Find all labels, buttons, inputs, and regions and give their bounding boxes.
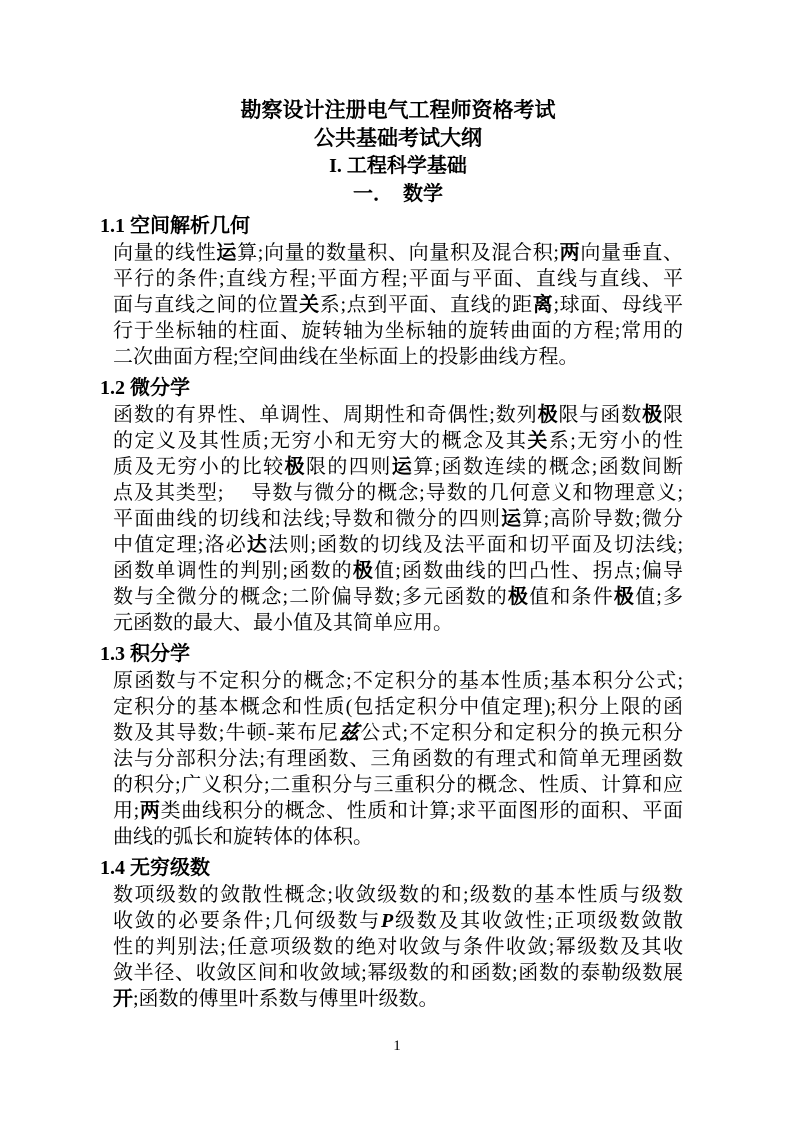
paragraph-line: 数与全微分的概念;二阶偏导数;多元函数的极值和条件极值;多 <box>113 586 684 608</box>
paragraph-line: 元函数的最大、最小值及其简单应用。 <box>113 612 453 634</box>
section-1-4-paragraph <box>113 882 683 1012</box>
section-1-4-heading: 1.4 无穷级数 <box>100 857 210 879</box>
section-1-2 <box>100 374 684 636</box>
paragraph-line: 中值定理;洛必达法则;函数的切线及法平面和切平面及切法线; <box>113 534 684 556</box>
paragraph-line: 开;函数的傅里叶系数与傅里叶级数。 <box>113 988 439 1010</box>
section-1-2-paragraph <box>113 402 683 636</box>
section-1-1-paragraph <box>113 240 683 370</box>
section-1-3-heading: 1.3 积分学 <box>100 643 190 665</box>
document-titles <box>113 96 683 208</box>
section-1-1 <box>100 212 684 370</box>
paragraph-line: 原函数与不定积分的概念;不定积分的基本性质;基本积分公式; <box>113 670 683 692</box>
paragraph-line: 的定义及其性质;无穷小和无穷大的概念及其关系;无穷小的性 <box>113 430 684 452</box>
paragraph-line: 二次曲面方程;空间曲线在坐标面上的投影曲线方程。 <box>113 346 579 368</box>
section-1-3-paragraph <box>113 668 683 850</box>
paragraph-line: 曲线的弧长和旋转体的体积。 <box>113 826 373 848</box>
paragraph-line: 用;两类曲线积分的概念、性质和计算;求平面图形的面积、平面 <box>113 800 684 822</box>
paragraph-line: 数项级数的敛散性概念;收敛级数的和;级数的基本性质与级数 <box>113 884 683 906</box>
paragraph-line: 性的判别法;任意项级数的绝对收敛与条件收敛;幂级数及其收 <box>113 936 683 958</box>
paragraph-line: 敛半径、收敛区间和收敛域;幂级数的和函数;函数的泰勒级数展 <box>113 962 683 984</box>
paragraph-line: 数及其导数;牛顿-莱布尼兹公式;不定积分和定积分的换元积分 <box>113 722 684 744</box>
paragraph-line: 函数单调性的判别;函数的极值;函数曲线的凹凸性、拐点;偏导 <box>113 560 684 582</box>
paragraph-line: 平面曲线的切线和法线;导数和微分的四则运算;高阶导数;微分 <box>113 508 684 530</box>
paragraph-line: 收敛的必要条件;几何级数与P级数及其收敛性;正项级数敛散 <box>113 910 683 932</box>
section-1-3 <box>100 640 684 850</box>
page-content <box>100 96 684 1012</box>
paragraph-line: 法与分部积分法;有理函数、三角函数的有理式和简单无理函数 <box>113 748 683 770</box>
paragraph-line: 函数的有界性、单调性、周期性和奇偶性;数列极限与函数极限 <box>113 404 684 426</box>
section-1-1-heading: 1.1 空间解析几何 <box>100 215 250 237</box>
outline-title: 公共基础考试大纲 <box>314 126 482 150</box>
paragraph-line: 面与直线之间的位置关系;点到平面、直线的距离;球面、母线平 <box>113 294 684 316</box>
paragraph-line: 点及其类型; 导数与微分的概念;导数的几何意义和物理意义; <box>113 482 683 504</box>
paragraph-line: 质及无穷小的比较极限的四则运算;函数连续的概念;函数间断 <box>113 456 684 478</box>
paragraph-line: 定积分的基本概念和性质(包括定积分中值定理);积分上限的函 <box>113 696 683 718</box>
exam-title: 勘察设计注册电气工程师资格考试 <box>240 98 556 122</box>
section-1-4 <box>100 854 683 1012</box>
section-1-2-heading: 1.2 微分学 <box>100 377 190 399</box>
page-number: 1 <box>393 1038 401 1054</box>
part-heading: I. 工程科学基础 <box>329 155 467 177</box>
paragraph-line: 的积分;广义积分;二重积分与三重积分的概念、性质、计算和应 <box>113 774 683 796</box>
subject-heading: 一． 数学 <box>353 183 443 205</box>
paragraph-line: 行于坐标轴的柱面、旋转轴为坐标轴的旋转曲面的方程;常用的 <box>113 320 683 342</box>
paragraph-line: 向量的线性运算;向量的数量积、向量积及混合积;两向量垂直、 <box>113 242 684 264</box>
paragraph-line: 平行的条件;直线方程;平面方程;平面与平面、直线与直线、平 <box>113 268 683 290</box>
